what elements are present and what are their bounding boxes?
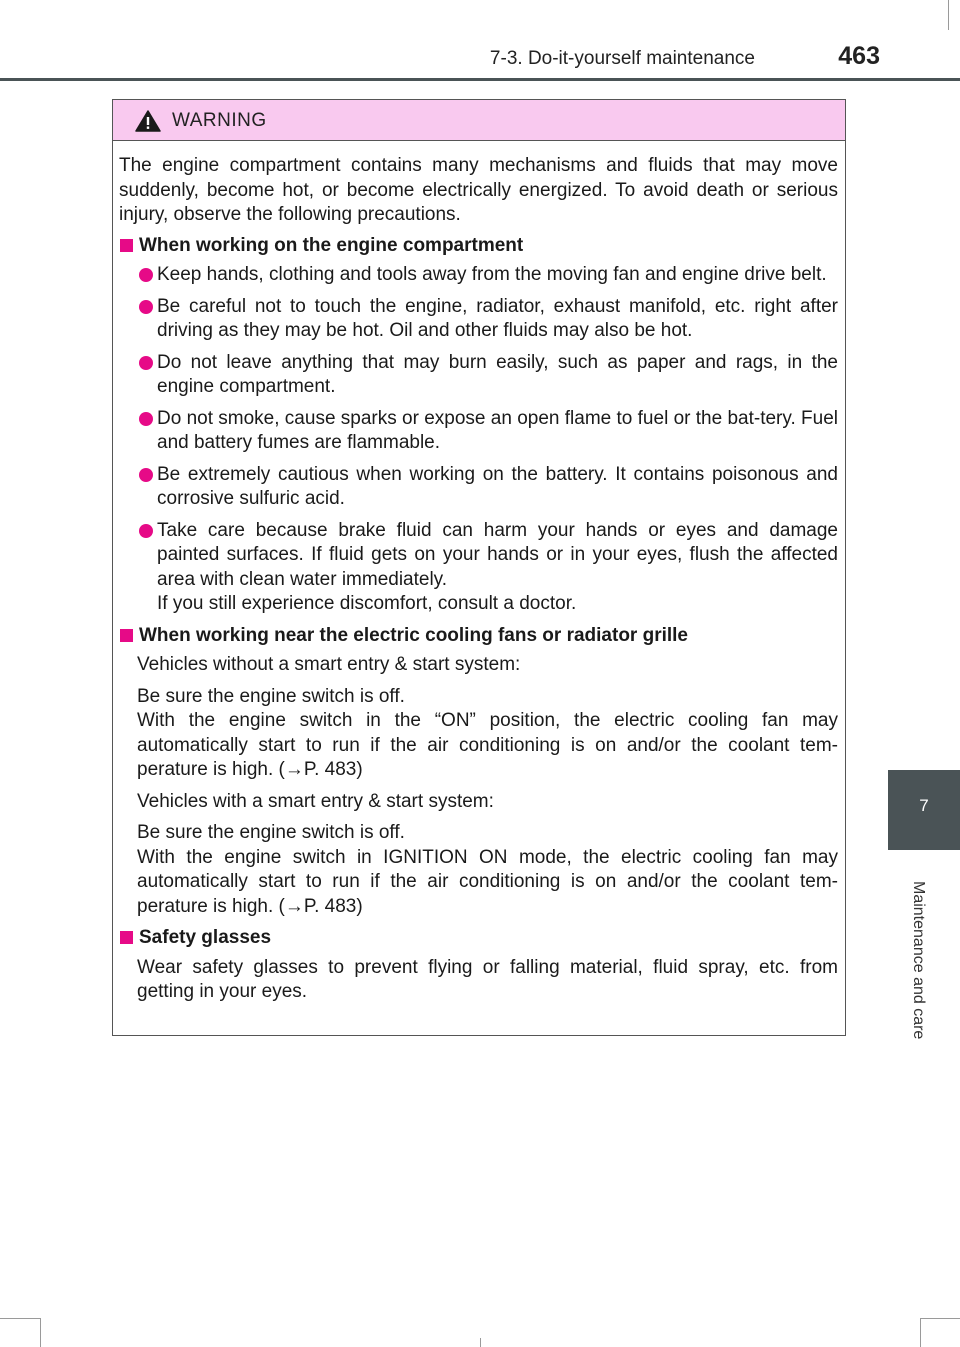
paragraph: Wear safety glasses to prevent flying or falling material, fluid spray, etc. from getting in your eyes. bbox=[137, 956, 838, 1002]
list-item-text: Take care because brake fluid can harm your hands or eyes and damage painted surfaces. If fluid gets on your hands or in your eyes, flush the affected area with clean water immediately. bbox=[157, 519, 838, 590]
circle-bullet-icon bbox=[139, 300, 153, 314]
chapter-number: 7 bbox=[919, 796, 929, 815]
header-rule bbox=[0, 78, 960, 81]
section-title: 7-3. Do-it-yourself maintenance bbox=[489, 48, 755, 69]
paragraph-line: Be sure the engine switch is off. bbox=[137, 685, 405, 707]
square-bullet-icon bbox=[120, 931, 133, 944]
warning-header bbox=[113, 100, 845, 141]
paragraph: Vehicles without a smart entry & start system: bbox=[137, 654, 521, 675]
square-bullet-icon bbox=[120, 239, 133, 252]
list-item bbox=[119, 519, 838, 617]
paragraph bbox=[119, 685, 838, 783]
warning-triangle-icon bbox=[135, 110, 161, 132]
section-heading: Safety glasses bbox=[119, 926, 838, 951]
crop-mark bbox=[920, 1318, 921, 1347]
crop-mark bbox=[40, 1318, 41, 1347]
list-item: Do not leave anything that may burn easily, such as paper and rags, in the engine compartment. bbox=[119, 351, 838, 400]
list-item: Do not smoke, cause sparks or expose an open flame to fuel or the bat-tery. Fuel and battery fumes are flammable. bbox=[119, 407, 838, 456]
section-heading: When working near the electric cooling fans or radiator grille bbox=[119, 624, 838, 649]
crop-mark bbox=[920, 1318, 960, 1319]
circle-bullet-icon bbox=[139, 356, 153, 370]
circle-bullet-icon bbox=[139, 412, 153, 426]
circle-bullet-icon bbox=[139, 468, 153, 482]
circle-bullet-icon bbox=[139, 524, 153, 538]
paragraph-line: Be sure the engine switch is off. bbox=[137, 822, 405, 843]
list-item: Be extremely cautious when working on the battery. It contains poisonous and corrosive sulfuric acid. bbox=[119, 463, 838, 512]
square-bullet-icon bbox=[120, 629, 133, 642]
warning-box bbox=[112, 99, 846, 1036]
crop-mark bbox=[0, 1318, 40, 1319]
crop-mark bbox=[948, 0, 949, 30]
paragraph-line: With the engine switch in the “ON” position, the electric cooling fan may automatically start to run if the air conditioning is on and/or the coolant tem-perature is high. (→P. 483) bbox=[137, 710, 838, 780]
chapter-label: Maintenance and care bbox=[910, 881, 927, 1040]
circle-bullet-icon bbox=[139, 268, 153, 282]
warning-title: WARNING bbox=[172, 110, 267, 131]
crop-mark bbox=[480, 1338, 481, 1347]
list-item-extra: If you still experience discomfort, consult a doctor. bbox=[157, 593, 577, 614]
list-item: Be careful not to touch the engine, radiator, exhaust manifold, etc. right after driving as they may be hot. Oil and other fluids may also be hot. bbox=[119, 295, 838, 344]
page-number: 463 bbox=[838, 42, 880, 70]
chapter-tab bbox=[888, 770, 960, 850]
section-heading: When working on the engine compartment bbox=[119, 234, 838, 259]
paragraph: Vehicles with a smart entry & start system: bbox=[137, 790, 494, 812]
paragraph-line: With the engine switch in IGNITION ON mode, the electric cooling fan may automatically start to run if the air conditioning is on and/or the coolant tem-perature is high. (→P. 483) bbox=[137, 846, 838, 917]
list-item: Keep hands, clothing and tools away from the moving fan and engine drive belt. bbox=[119, 263, 838, 288]
paragraph bbox=[119, 821, 838, 919]
warning-content bbox=[119, 154, 838, 1012]
warning-intro: The engine compartment contains many mechanisms and fluids that may move suddenly, become hot, or become electrically energized. To avoid death or serious injury, observe the following precautions. bbox=[119, 155, 838, 225]
